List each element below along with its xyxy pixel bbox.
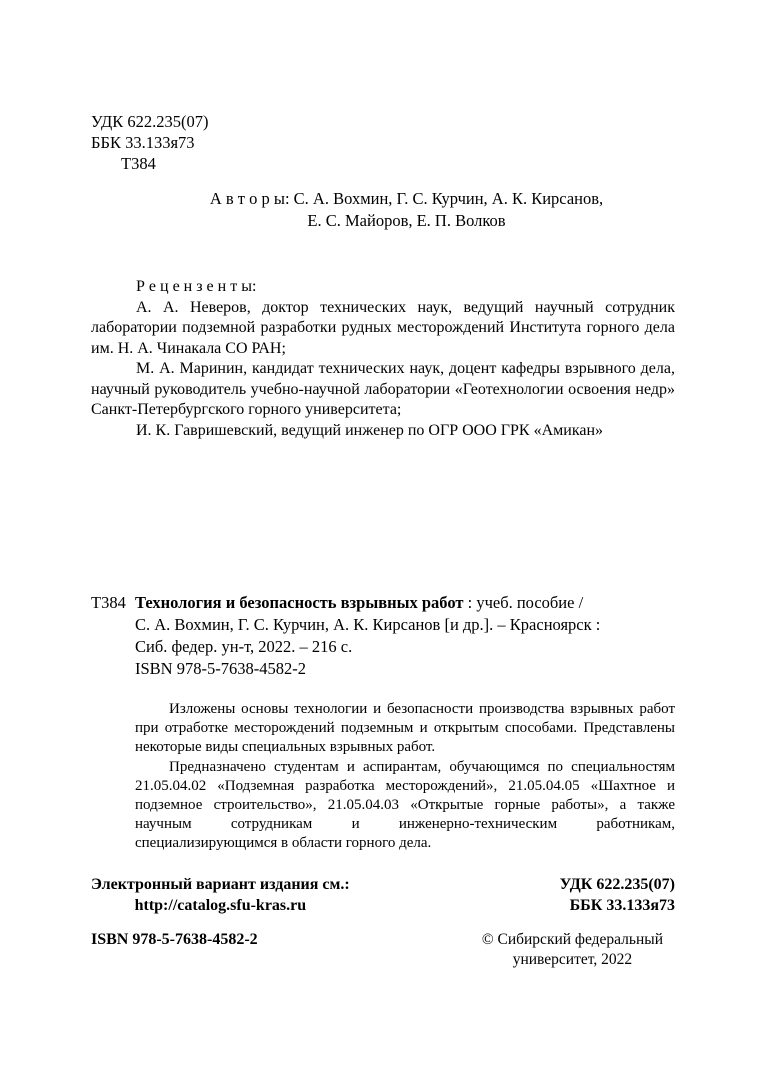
author-sign-code: Т384 [121, 154, 156, 173]
catalog-title-line [135, 592, 675, 614]
copyright-line-2: университет, 2022 [512, 951, 633, 968]
catalog-line: Сиб. федер. ун-т, 2022. – 216 с. [135, 637, 353, 656]
footer-udk: УДК 622.235(07) [559, 876, 675, 893]
isbn-text: ISBN 978-5-7638-4582-2 [135, 659, 306, 678]
reviewer-paragraph: А. А. Неверов, доктор технических наук, ведущий научный сотрудник лаборатории подземной разработки рудных месторождений Института горного дела им. Н. А. Чинакала СО РАН; [91, 298, 675, 357]
catalog-code: Т384 [91, 593, 126, 612]
catalog-lines [135, 592, 675, 680]
footer-codes-row [91, 874, 675, 916]
udk-code: УДК 622.235(07) [91, 112, 209, 131]
footer-isbn: ISBN 978-5-7638-4582-2 [91, 931, 258, 948]
annotation-paragraph: Предназначено студентам и аспирантам, обучающимся по специальностям 21.05.04.02 «Подземная разработка месторождений», 21.05.04.05 «Шахтное и подземное строительство», 21.05.04.03 «Открытые горные работы», а также научным сотрудникам и инженерно-техническим работникам, специализирующимся в области горного дела. [135, 758, 675, 852]
book-title-subtitle: : учеб. пособие / [463, 593, 584, 612]
reviewers-label: Р е ц е н з е н т ы: [136, 278, 257, 295]
bbk-code: ББК 33.133я73 [91, 133, 195, 152]
catalog-line: С. А. Вохмин, Г. С. Курчин, А. К. Кирсанов [и др.]. – Красноярск : [135, 615, 601, 634]
copyright-notice [482, 930, 663, 970]
footer-bbk: ББК 33.133я73 [569, 897, 675, 914]
top-codes-block [91, 111, 209, 174]
authors-line-2: Е. С. Майоров, Е. П. Волков [307, 211, 506, 230]
authors-line-1: А в т о р ы: С. А. Вохмин, Г. С. Курчин, А. К. Кирсанов, [209, 189, 604, 208]
copyright-line-1: © Сибирский федеральный [481, 931, 663, 948]
book-title: Технология и безопасность взрывных работ [135, 593, 464, 612]
reviewers-block [91, 277, 675, 441]
footer-codes [560, 874, 675, 916]
electronic-edition-label: Электронный вариант издания см.: [91, 876, 350, 893]
electronic-edition-note [91, 874, 350, 916]
catalog-url: http://catalog.sfu-kras.ru [134, 897, 307, 914]
reviewer-paragraph: М. А. Маринин, кандидат технических наук, доцент кафедры взрывного дела, научный руководитель учебно-научной лаборатории «Геотехнологии освоения недр» Санкт-Петербургского горного университета; [91, 360, 675, 418]
footer-isbn-row [91, 930, 675, 970]
authors-block [0, 188, 763, 232]
annotation-block [135, 700, 675, 854]
reviewer-paragraph: И. К. Гавришевский, ведущий инженер по ОГР ООО ГРК «Амикан» [136, 421, 604, 439]
annotation-paragraph: Изложены основы технологии и безопасности производства взрывных работ при отработке месторождений подземным и открытым способами. Представлены некоторые виды специальных взрывных работ. [135, 701, 675, 756]
catalog-card [91, 592, 675, 680]
